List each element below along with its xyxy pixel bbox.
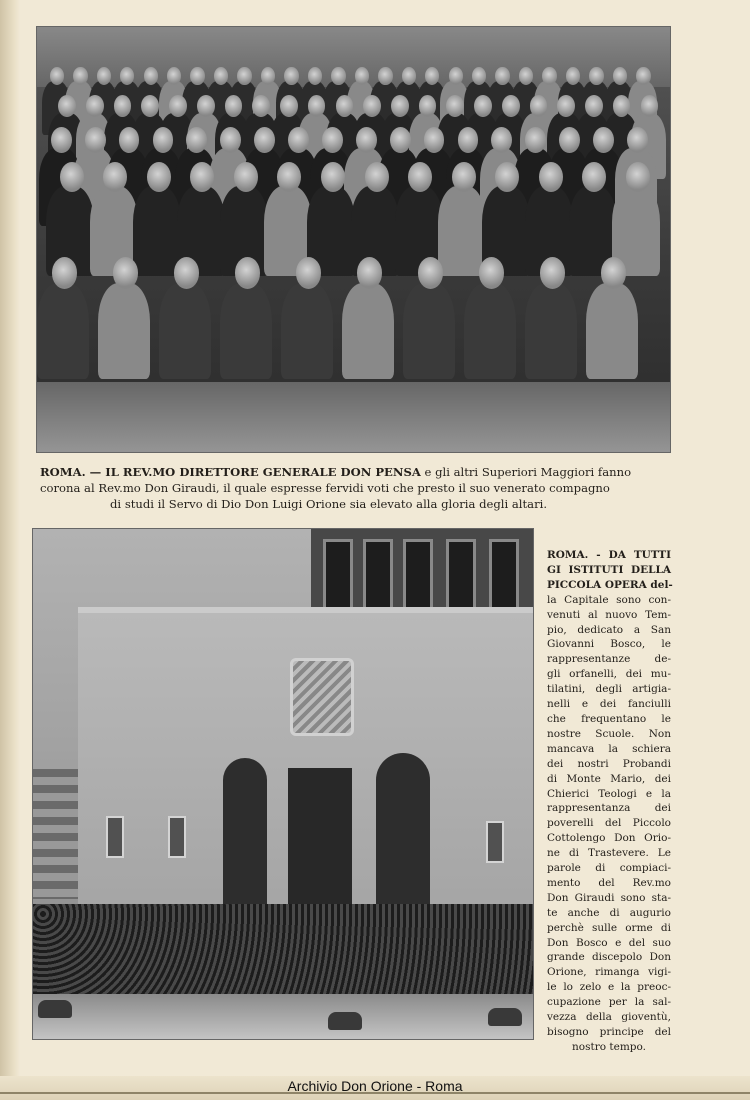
book-spine-shadow — [0, 0, 20, 1100]
person-body — [281, 283, 332, 379]
person-body — [586, 283, 637, 379]
person-head — [73, 67, 87, 85]
side-caption-line: la Capitale sono con- — [547, 593, 671, 606]
right-arch — [376, 753, 430, 918]
person-head — [144, 67, 158, 85]
statue-niche — [486, 821, 504, 863]
person-head — [141, 95, 159, 117]
person-head — [557, 95, 575, 117]
statue-niche — [168, 816, 186, 858]
person-body — [525, 283, 576, 379]
parked-car — [38, 1000, 72, 1018]
person-head — [378, 67, 392, 85]
church-facade — [78, 607, 533, 913]
side-caption-line: nelli e dei fanciulli — [547, 698, 671, 711]
person-body — [438, 186, 486, 276]
person-body — [342, 283, 393, 379]
person-head — [365, 162, 389, 192]
person-head — [559, 127, 580, 153]
person-head — [60, 162, 84, 192]
person-head — [225, 95, 243, 117]
church-facade-photo — [33, 529, 533, 1039]
person-head — [593, 127, 614, 153]
side-caption-line: mancava la schiera — [547, 742, 671, 755]
person-head — [234, 162, 258, 192]
side-caption-line: bisogno principe del — [547, 1026, 671, 1038]
side-caption-line: nostro tempo. — [572, 1040, 646, 1053]
person-head — [390, 127, 411, 153]
side-caption-line: poverelli del Piccolo — [547, 817, 671, 830]
side-caption-line: che frequentano le — [547, 712, 671, 725]
person-head — [458, 127, 479, 153]
person-head — [50, 67, 64, 85]
side-caption-line: PICCOLA OPERA del- — [547, 578, 673, 591]
person-head — [408, 162, 432, 192]
person-head — [51, 127, 72, 153]
person-head — [585, 95, 603, 117]
side-caption-line: dei nostri Probandi — [547, 757, 671, 770]
person-head — [190, 67, 204, 85]
side-caption-line: parole di compiaci- — [547, 862, 671, 875]
side-caption-line: ROMA. - DA TUTTI — [547, 549, 671, 561]
person-head — [280, 95, 298, 117]
crowd-in-plaza — [33, 904, 533, 999]
person-head — [363, 95, 381, 117]
side-caption-line: mento del Rev.mo — [547, 876, 671, 889]
person-head — [539, 162, 563, 192]
side-caption-line: Don Giraudi sono sta- — [547, 891, 671, 904]
side-caption-line: rappresentanza dei — [547, 802, 671, 815]
side-caption-line: te anche di augurio — [547, 906, 671, 919]
plaza-pavement — [33, 994, 533, 1039]
side-caption-line: le lo zelo e la preoc- — [547, 981, 671, 994]
person-head — [356, 127, 377, 153]
person-head — [288, 127, 309, 153]
person-head — [322, 127, 343, 153]
window — [323, 539, 353, 617]
person-head — [391, 95, 409, 117]
side-caption-line: gli orfanelli, dei mu- — [547, 668, 671, 681]
person-head — [641, 95, 659, 117]
person-head — [86, 95, 104, 117]
person-head — [284, 67, 298, 85]
person-head — [197, 95, 215, 117]
person-body — [220, 283, 271, 379]
person-head — [254, 127, 275, 153]
person-head — [613, 67, 627, 85]
person-head — [502, 95, 520, 117]
side-caption-line: Cottolengo Don Orio- — [547, 832, 671, 845]
person-head — [530, 95, 548, 117]
photo-ground — [37, 382, 670, 452]
person-head — [237, 67, 251, 85]
parked-car — [328, 1012, 362, 1030]
window — [489, 539, 519, 617]
person-head — [252, 95, 270, 117]
side-caption-line: GI ISTITUTI DELLA — [547, 563, 671, 576]
side-caption-line: ne di Trastevere. Le — [547, 847, 671, 860]
person-head — [308, 67, 322, 85]
main-doorway — [288, 768, 352, 918]
parked-car — [488, 1008, 522, 1026]
group-portrait-photo — [37, 27, 670, 452]
person-body — [159, 283, 210, 379]
person-body — [37, 283, 88, 379]
caption-line-1-rest: e gli altri Superiori Maggiori fanno — [420, 465, 632, 479]
side-caption-line: Orione, rimanga vigi- — [547, 966, 671, 979]
person-head — [542, 67, 556, 85]
person-head — [636, 67, 650, 85]
person-head — [626, 162, 650, 192]
side-caption-line: rappresentanze de- — [547, 653, 671, 666]
person-head — [474, 95, 492, 117]
person-body — [464, 283, 515, 379]
person-head — [449, 67, 463, 85]
caption-line-3: di studi il Servo di Dio Don Luigi Orione sia elevato alla gloria degli altari. — [110, 497, 548, 511]
side-caption-line: Giovanni Bosco, le — [547, 638, 671, 651]
person-body — [403, 283, 454, 379]
side-caption-line: di Monte Mario, dei — [547, 772, 671, 785]
stone-relief — [290, 658, 354, 736]
side-caption-line: tilatini, degli artigia- — [547, 683, 671, 696]
side-caption-line: Don Bosco e del suo — [547, 936, 671, 949]
person-head — [321, 162, 345, 192]
caption-line-2: corona al Rev.mo Don Giraudi, il quale espresse fervidi voti che presto il suo venerato compagno — [40, 481, 610, 495]
side-caption-line: pio, dedicato a San — [547, 623, 671, 636]
person-head — [402, 67, 416, 85]
window — [403, 539, 433, 617]
person-head — [169, 95, 187, 117]
person-head — [331, 67, 345, 85]
person-head — [58, 95, 76, 117]
person-head — [336, 95, 354, 117]
archive-label: Archivio Don Orione - Roma — [287, 1078, 463, 1094]
person-head — [525, 127, 546, 153]
left-arch — [223, 758, 267, 918]
statue-niche — [106, 816, 124, 858]
person-head — [452, 162, 476, 192]
person-head — [97, 67, 111, 85]
side-building — [33, 769, 78, 899]
person-head — [627, 127, 648, 153]
person-head — [495, 67, 509, 85]
side-caption-line: cupazione per la sal- — [547, 996, 671, 1009]
side-caption-line: venuti al nuovo Tem- — [547, 608, 671, 621]
top-photo-caption — [40, 464, 680, 512]
person-body — [98, 283, 149, 379]
person-head — [446, 95, 464, 117]
person-head — [220, 127, 241, 153]
window — [446, 539, 476, 617]
person-head — [85, 127, 106, 153]
person-head — [103, 162, 127, 192]
side-photo-caption — [547, 548, 671, 1055]
side-caption-line: nostre Scuole. Non — [547, 727, 671, 740]
side-caption-line: Chierici Teologi e la — [547, 787, 671, 800]
caption-lead: ROMA. — IL REV.MO DIRETTORE GENERALE DON PENSA — [40, 465, 421, 479]
side-caption-line: vezza della gioventù, — [547, 1011, 671, 1024]
side-caption-line: grande discepolo Don — [547, 951, 671, 964]
person-head — [153, 127, 174, 153]
side-caption-line: perchè sulle orme di — [547, 921, 671, 934]
person-head — [355, 67, 369, 85]
person-head — [147, 162, 171, 192]
person-body — [133, 186, 181, 276]
person-head — [589, 67, 603, 85]
window — [363, 539, 393, 617]
caption-line-1 — [40, 464, 680, 480]
